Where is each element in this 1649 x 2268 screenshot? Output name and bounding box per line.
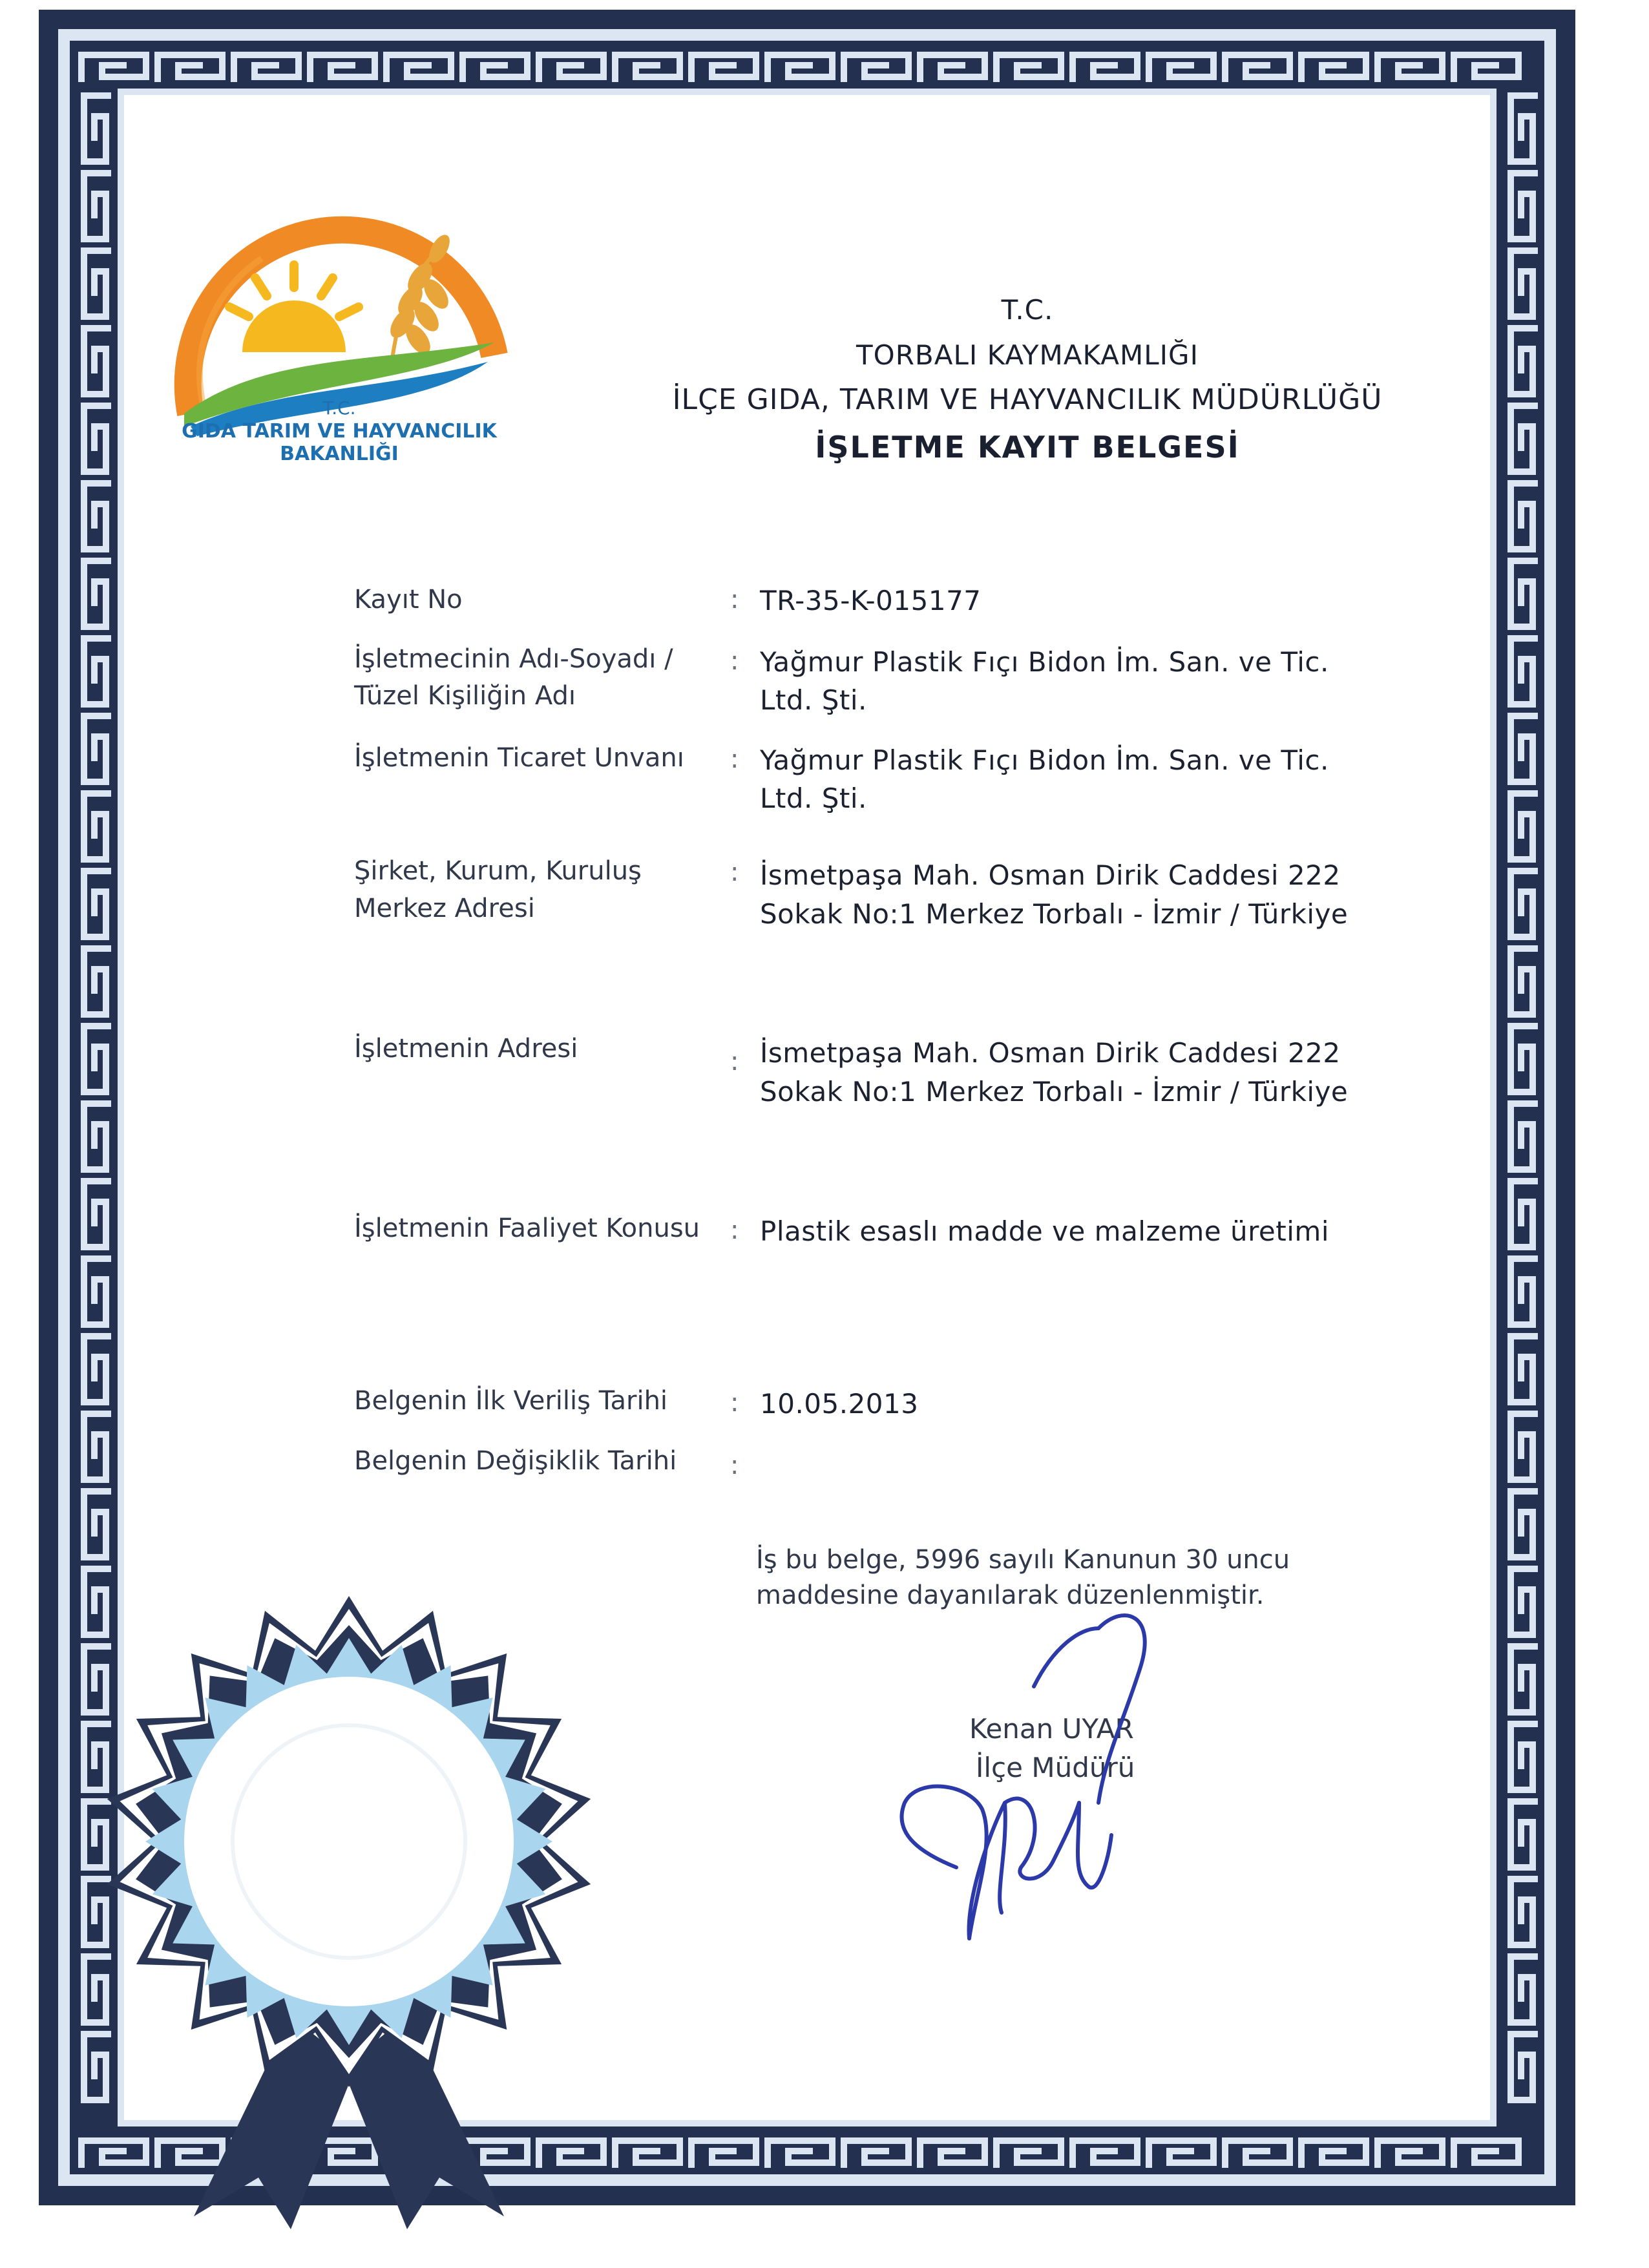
value-merkez-adresi-2: Sokak No:1 Merkez Torbalı - İzmir / Türkiye [760, 898, 1349, 930]
logo-ministry-name: GIDA TARIM VE HAYVANCILIK [182, 420, 497, 443]
label-isletme-adresi: İşletmenin Adresi [354, 1034, 578, 1064]
logo-ministry-name-2: BAKANLIĞI [280, 443, 399, 465]
colon: : [730, 1047, 739, 1076]
colon: : [730, 1388, 739, 1418]
signatory-title: İlçe Müdürü [976, 1752, 1135, 1783]
colon: : [730, 646, 739, 676]
header-mudurluk: İLÇE GIDA, TARIM VE HAYVANCILIK MÜDÜRLÜĞÜ [672, 383, 1383, 416]
rosette-seal [97, 1564, 601, 2229]
label-isletmeci-2: Tüzel Kişiliğin Adı [354, 681, 576, 711]
document-title: İŞLETME KAYIT BELGESİ [815, 430, 1240, 465]
label-kayit-no: Kayıt No [354, 585, 463, 614]
label-ticaret-unvani: İşletmenin Ticaret Unvanı [354, 743, 684, 773]
value-faaliyet: Plastik esaslı madde ve malzeme üretimi [760, 1215, 1329, 1247]
header-kaymakamlik: TORBALI KAYMAKAMLIĞI [856, 339, 1199, 371]
colon: : [730, 857, 739, 887]
label-degisiklik: Belgenin Değişiklik Tarihi [354, 1446, 677, 1476]
label-isletmeci-1: İşletmecinin Adı-Soyadı / [354, 644, 673, 674]
legal-note-2: maddesine dayanılarak düzenlenmiştir. [756, 1580, 1265, 1610]
handwritten-signature [885, 1590, 1195, 1951]
label-faaliyet: İşletmenin Faaliyet Konusu [354, 1213, 700, 1243]
ministry-logo [165, 168, 514, 491]
header-tc: T.C. [1001, 294, 1054, 326]
value-isletmeci-2: Ltd. Şti. [760, 684, 867, 716]
label-merkez-adresi-1: Şirket, Kurum, Kuruluş [354, 856, 642, 886]
value-isletme-adresi-1: İsmetpaşa Mah. Osman Dirik Caddesi 222 [760, 1037, 1341, 1069]
value-isletme-adresi-2: Sokak No:1 Merkez Torbalı - İzmir / Türkiye [760, 1076, 1349, 1108]
value-isletmeci-1: Yağmur Plastik Fıçı Bidon İm. San. ve Tic. [760, 646, 1329, 678]
value-ticaret-unvani-2: Ltd. Şti. [760, 782, 867, 814]
colon: : [730, 1451, 739, 1480]
colon: : [730, 1215, 739, 1245]
colon: : [730, 744, 739, 774]
legal-note-1: İş bu belge, 5996 sayılı Kanunun 30 uncu [756, 1545, 1290, 1575]
value-ilk-verilis: 10.05.2013 [760, 1388, 919, 1420]
label-ilk-verilis: Belgenin İlk Veriliş Tarihi [354, 1386, 668, 1416]
signatory-name: Kenan UYAR [969, 1713, 1134, 1745]
logo-tc-text: T.C. [322, 397, 356, 419]
value-ticaret-unvani-1: Yağmur Plastik Fıçı Bidon İm. San. ve Tic. [760, 744, 1329, 776]
colon: : [730, 585, 739, 614]
value-kayit-no: TR-35-K-015177 [760, 585, 982, 616]
value-merkez-adresi-1: İsmetpaşa Mah. Osman Dirik Caddesi 222 [760, 859, 1341, 891]
label-merkez-adresi-2: Merkez Adresi [354, 894, 535, 923]
